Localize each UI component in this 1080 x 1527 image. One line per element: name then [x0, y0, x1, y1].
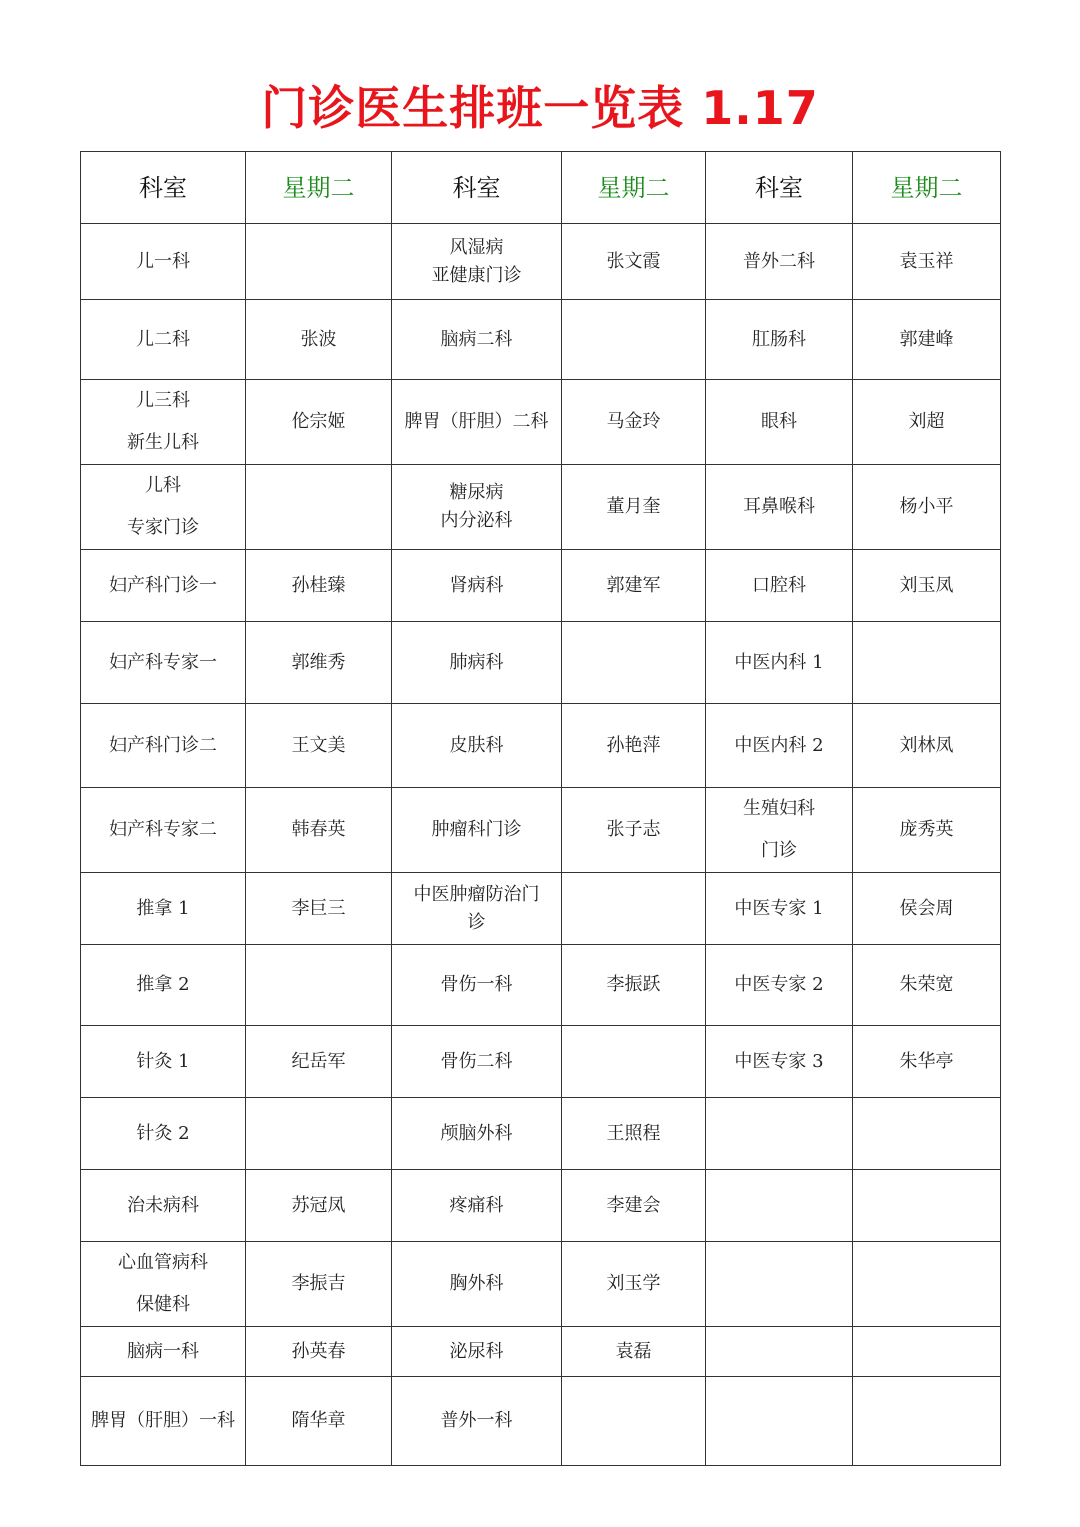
doctor-cell — [853, 1327, 1001, 1377]
department-cell — [81, 1026, 246, 1098]
cell-text: 庞秀英 — [899, 819, 954, 840]
department-cell — [706, 1098, 853, 1170]
cell-text: 针灸 2 — [136, 1122, 190, 1144]
department-cell — [392, 945, 562, 1026]
table-row — [81, 380, 1001, 465]
department-cell — [706, 945, 853, 1026]
cell-text: 糖尿病 — [449, 482, 504, 503]
cell-text: 生殖妇科 — [743, 798, 815, 819]
doctor-cell — [853, 788, 1001, 873]
doctor-cell — [562, 873, 706, 945]
department-cell — [392, 1242, 562, 1327]
cell-text: 张波 — [300, 328, 337, 350]
cell-text: 推拿 2 — [136, 974, 190, 995]
department-cell — [81, 380, 246, 465]
doctor-cell — [853, 300, 1001, 380]
doctor-cell — [562, 550, 706, 622]
cell-text: 妇产科门诊二 — [109, 734, 217, 756]
table-row — [81, 873, 1001, 945]
department-cell — [81, 1098, 246, 1170]
cell-text: 妇产科门诊一 — [109, 574, 217, 596]
cell-text: 内分泌科 — [440, 510, 513, 531]
table-row — [81, 300, 1001, 380]
department-cell — [392, 224, 562, 300]
cell-text: 疼痛科 — [449, 1194, 504, 1216]
table-header-row — [81, 152, 1001, 224]
department-cell — [392, 873, 562, 945]
cell-text: 眼科 — [761, 411, 797, 432]
header-department-3: 科室 — [706, 152, 853, 224]
department-cell — [81, 945, 246, 1026]
cell-text: 中医专家 1 — [734, 897, 824, 919]
cell-text: 心血管病科 — [118, 1252, 208, 1273]
cell-text: 保健科 — [136, 1294, 190, 1315]
doctor-cell — [562, 788, 706, 873]
table-row — [81, 1170, 1001, 1242]
cell-text: 董月奎 — [606, 496, 661, 517]
department-cell — [81, 465, 246, 550]
cell-text: 普外二科 — [743, 250, 815, 272]
department-cell — [81, 550, 246, 622]
department-cell — [706, 300, 853, 380]
cell-text: 李巨三 — [291, 897, 346, 919]
cell-text: 脾胃（肝胆）一科 — [91, 1410, 235, 1431]
department-cell — [392, 622, 562, 704]
doctor-cell — [246, 788, 392, 873]
department-cell — [392, 1377, 562, 1466]
cell-text: 李振跃 — [606, 974, 661, 995]
department-cell — [706, 224, 853, 300]
doctor-cell — [853, 1377, 1001, 1466]
cell-text: 普外一科 — [440, 1410, 513, 1431]
cell-text: 李建会 — [606, 1194, 661, 1216]
cell-text: 刘玉学 — [606, 1273, 661, 1294]
header-department-2: 科室 — [392, 152, 562, 224]
cell-text: 推拿 1 — [136, 897, 190, 919]
header-day-1: 星期二 — [246, 152, 392, 224]
cell-text: 肿瘤科门诊 — [431, 819, 522, 840]
department-cell — [81, 1327, 246, 1377]
doctor-cell — [246, 945, 392, 1026]
table-row — [81, 1098, 1001, 1170]
cell-text: 肺病科 — [449, 651, 504, 673]
doctor-cell — [853, 465, 1001, 550]
cell-text: 朱荣宽 — [899, 974, 954, 995]
doctor-cell — [562, 1327, 706, 1377]
cell-text: 新生儿科 — [127, 432, 199, 453]
department-cell — [81, 224, 246, 300]
doctor-cell — [562, 1242, 706, 1327]
cell-text: 马金玲 — [606, 411, 661, 432]
department-cell — [392, 1098, 562, 1170]
table-row — [81, 788, 1001, 873]
department-cell — [706, 622, 853, 704]
doctor-cell — [246, 873, 392, 945]
department-cell — [706, 1327, 853, 1377]
cell-text: 王照程 — [606, 1122, 661, 1144]
cell-text: 脑病二科 — [440, 328, 513, 350]
doctor-cell — [562, 300, 706, 380]
department-cell — [81, 1242, 246, 1327]
header-day-2: 星期二 — [562, 152, 706, 224]
doctor-cell — [562, 224, 706, 300]
cell-text: 刘超 — [908, 411, 945, 432]
doctor-cell — [562, 1377, 706, 1466]
cell-text: 儿一科 — [136, 250, 190, 272]
department-cell — [81, 1377, 246, 1466]
table-row — [81, 1377, 1001, 1466]
cell-text: 亚健康门诊 — [431, 264, 522, 286]
department-cell — [81, 1170, 246, 1242]
cell-text: 苏冠凤 — [291, 1194, 346, 1216]
cell-text: 皮肤科 — [449, 734, 504, 756]
cell-text: 孙英春 — [291, 1340, 346, 1362]
page-title: 门诊医生排班一览表 1.17 — [261, 81, 819, 135]
cell-text: 袁玉祥 — [899, 250, 954, 272]
table-row — [81, 945, 1001, 1026]
table-row — [81, 550, 1001, 622]
table-row — [81, 622, 1001, 704]
cell-text: 妇产科专家一 — [109, 651, 217, 673]
cell-text: 李振吉 — [291, 1273, 346, 1294]
doctor-cell — [853, 1242, 1001, 1327]
department-cell — [706, 1377, 853, 1466]
cell-text: 风湿病 — [449, 236, 504, 258]
cell-text: 孙桂臻 — [291, 574, 346, 596]
doctor-cell — [246, 1026, 392, 1098]
cell-text: 袁磊 — [615, 1340, 652, 1362]
doctor-cell — [246, 224, 392, 300]
table-row — [81, 465, 1001, 550]
doctor-cell — [246, 1170, 392, 1242]
doctor-cell — [562, 622, 706, 704]
doctor-cell — [853, 704, 1001, 788]
cell-text: 张文霞 — [606, 250, 661, 272]
doctor-cell — [246, 1327, 392, 1377]
department-cell — [81, 873, 246, 945]
department-cell — [706, 704, 853, 788]
doctor-cell — [853, 945, 1001, 1026]
department-cell — [706, 1242, 853, 1327]
cell-text: 王文美 — [291, 734, 346, 756]
cell-text: 纪岳军 — [291, 1050, 346, 1072]
cell-text: 孙艳萍 — [606, 734, 661, 756]
department-cell — [706, 788, 853, 873]
doctor-cell — [562, 1170, 706, 1242]
table-row — [81, 1327, 1001, 1377]
cell-text: 脑病一科 — [127, 1340, 199, 1362]
doctor-cell — [246, 550, 392, 622]
cell-text: 儿二科 — [136, 328, 190, 350]
doctor-cell — [853, 622, 1001, 704]
cell-text: 郭维秀 — [291, 651, 346, 673]
doctor-cell — [246, 1098, 392, 1170]
doctor-cell — [562, 704, 706, 788]
department-cell — [81, 300, 246, 380]
cell-text: 韩春英 — [291, 819, 346, 840]
doctor-cell — [853, 224, 1001, 300]
cell-text: 治未病科 — [127, 1194, 199, 1216]
doctor-cell — [246, 300, 392, 380]
doctor-cell — [562, 465, 706, 550]
cell-text: 中医内科 2 — [734, 734, 824, 756]
doctor-cell — [246, 622, 392, 704]
cell-text: 刘玉凤 — [899, 574, 954, 596]
header-department-1: 科室 — [81, 152, 246, 224]
doctor-cell — [246, 704, 392, 788]
department-cell — [706, 1170, 853, 1242]
schedule-table — [80, 151, 1001, 1466]
cell-text: 颅脑外科 — [440, 1122, 513, 1144]
header-day-3: 星期二 — [853, 152, 1001, 224]
department-cell — [81, 622, 246, 704]
cell-text: 郭建军 — [606, 574, 661, 596]
table-row — [81, 224, 1001, 300]
table-row — [81, 1242, 1001, 1327]
cell-text: 骨伤二科 — [440, 1050, 513, 1072]
department-cell — [392, 1170, 562, 1242]
cell-text: 针灸 1 — [136, 1050, 190, 1072]
doctor-cell — [853, 380, 1001, 465]
doctor-cell — [853, 873, 1001, 945]
cell-text: 专家门诊 — [127, 517, 199, 538]
cell-text: 骨伤一科 — [440, 974, 513, 995]
cell-text: 朱华亭 — [899, 1050, 954, 1072]
doctor-cell — [853, 1170, 1001, 1242]
cell-text: 郭建峰 — [899, 328, 954, 350]
doctor-cell — [246, 1242, 392, 1327]
cell-text: 中医专家 2 — [734, 974, 824, 995]
cell-text: 中医内科 1 — [734, 651, 824, 673]
department-cell — [81, 788, 246, 873]
doctor-cell — [246, 465, 392, 550]
department-cell — [81, 704, 246, 788]
cell-text: 张子志 — [606, 819, 661, 840]
cell-text: 肾病科 — [449, 574, 504, 596]
cell-text: 儿科 — [145, 475, 181, 496]
cell-text: 口腔科 — [752, 574, 806, 596]
department-cell — [706, 380, 853, 465]
cell-text: 肛肠科 — [752, 328, 806, 350]
doctor-cell — [853, 550, 1001, 622]
cell-text: 刘林凤 — [899, 734, 954, 756]
department-cell — [706, 465, 853, 550]
cell-text: 伦宗姬 — [291, 411, 346, 432]
doctor-cell — [562, 380, 706, 465]
doctor-cell — [562, 1026, 706, 1098]
cell-text: 门诊 — [761, 840, 797, 861]
cell-text: 泌尿科 — [449, 1340, 504, 1362]
cell-text: 侯会周 — [899, 897, 954, 919]
cell-text: 妇产科专家二 — [109, 819, 217, 840]
doctor-cell — [562, 1098, 706, 1170]
table-row — [81, 704, 1001, 788]
doctor-cell — [246, 1377, 392, 1466]
department-cell — [392, 788, 562, 873]
cell-text: 胸外科 — [449, 1273, 504, 1294]
cell-text: 隋华章 — [291, 1410, 346, 1431]
cell-text: 诊 — [467, 911, 486, 933]
doctor-cell — [246, 380, 392, 465]
cell-text: 脾胃（肝胆）二科 — [404, 411, 549, 432]
department-cell — [706, 873, 853, 945]
department-cell — [392, 704, 562, 788]
department-cell — [706, 1026, 853, 1098]
department-cell — [392, 465, 562, 550]
cell-text: 杨小平 — [899, 496, 954, 517]
department-cell — [392, 300, 562, 380]
department-cell — [392, 380, 562, 465]
cell-text: 中医专家 3 — [734, 1050, 824, 1072]
cell-text: 中医肿瘤防治门 — [413, 883, 540, 905]
department-cell — [392, 1327, 562, 1377]
department-cell — [392, 1026, 562, 1098]
department-cell — [706, 550, 853, 622]
doctor-cell — [853, 1098, 1001, 1170]
department-cell — [392, 550, 562, 622]
doctor-cell — [562, 945, 706, 1026]
cell-text: 儿三科 — [136, 390, 190, 411]
cell-text: 耳鼻喉科 — [743, 496, 815, 517]
table-row — [81, 1026, 1001, 1098]
doctor-cell — [853, 1026, 1001, 1098]
